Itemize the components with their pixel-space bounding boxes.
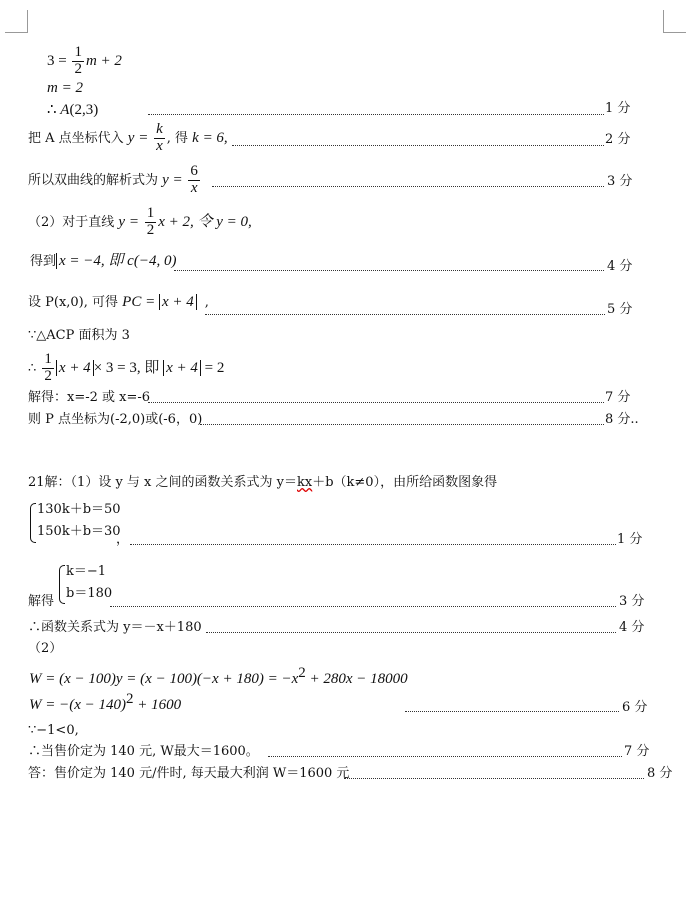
dot-leader <box>174 270 604 271</box>
equation-line-2: m = 2 <box>47 80 83 96</box>
dot-leader <box>344 778 644 779</box>
dot-leader <box>148 114 604 115</box>
part-2-line: （2）对于直线 y = $\frac{1}{2}$ x + 2, 令 y = 0, <box>28 205 252 238</box>
max-profit-statement: ∴当售价定为 140 元, W最大＝1600。 <box>28 744 259 759</box>
system-eq-2: 150k＋b＝30 <box>37 524 121 539</box>
dot-leader <box>405 711 619 712</box>
score-1: 1 分 <box>605 101 631 116</box>
dot-leader <box>212 186 604 187</box>
substitute-line: 把 A 点坐标代入 y = $\frac{k}{x}$ , 得 k = 6, <box>28 121 228 154</box>
score-7: 7 分 <box>605 390 631 405</box>
conclusion-point-a: ∴ A(2,3) <box>47 102 99 118</box>
question-21-intro: 21解：（1）设 y 与 x 之间的函数关系式为 y＝kx＋b（k≠0），由所给函数图象得 <box>28 475 498 490</box>
hyperbola-expression: 所以双曲线的解析式为 y = $\frac{6}{x}$ <box>28 163 198 196</box>
solution-k: k＝−1 <box>66 564 107 579</box>
final-answer: 答：售价定为 140 元/件时, 每天最大利润 W＝1600 元 <box>28 766 350 781</box>
profit-equation-2: $W = -(x - 140)^2 + 1600$ <box>29 691 182 713</box>
solution-b: b＝180 <box>66 586 113 601</box>
solve-result: 解得：x=-2 或 x=-6 <box>28 390 151 405</box>
corner-mark-right <box>663 10 686 33</box>
score-2: 2 分 <box>605 132 631 147</box>
fraction: $\frac{1}{2}$ <box>74 44 82 77</box>
dot-leader <box>232 145 604 146</box>
set-point-p: 设 P(x,0), 可得 PC = x + 4 , <box>28 294 209 310</box>
dot-leader <box>110 606 616 607</box>
brace-system-1 <box>30 503 36 543</box>
corner-mark-left <box>5 10 28 33</box>
score-21-6: 6 分 <box>622 700 648 715</box>
dot-leader <box>130 544 616 545</box>
score-4: 4 分 <box>607 259 633 274</box>
dot-leader <box>205 314 605 315</box>
score-21-3: 3 分 <box>619 594 645 609</box>
score-8: 8 分.. <box>605 412 639 427</box>
profit-equation-1: $W = (x - 100)y = (x - 100)(-x + 180) = -x^2 + 280x - 18000$ <box>29 665 408 687</box>
area-condition: ∵△ACP 面积为 3 <box>28 328 130 343</box>
area-equation: ∴ $\frac{1}{2}$ x + 4 × 3 = 3, 即 x + 4 = 2 <box>28 351 225 384</box>
score-21-7: 7 分 <box>624 744 650 759</box>
comma: ， <box>116 532 130 547</box>
dot-leader <box>206 632 616 633</box>
coefficient-condition: ∵−1<0, <box>28 723 79 738</box>
score-21-8: 8 分 <box>647 766 673 781</box>
solve-label: 解得 <box>28 594 55 609</box>
system-eq-1: 130k＋b＝50 <box>37 502 121 517</box>
dot-leader <box>268 756 622 757</box>
dot-leader <box>200 424 604 425</box>
point-p-answer: 则 P 点坐标为(-2,0)或(-6，0) <box>28 412 203 427</box>
dot-leader <box>148 402 604 403</box>
score-21-4: 4 分 <box>619 620 645 635</box>
get-point-c: 得到 x = −4, 即 c(−4, 0) <box>30 253 177 269</box>
part-2-label: （2） <box>28 641 63 656</box>
function-expression: ∴函数关系式为 y＝－x＋180 <box>28 620 202 635</box>
score-3: 3 分 <box>607 174 633 189</box>
score-21-1: 1 分 <box>617 532 643 547</box>
brace-system-2 <box>59 565 65 604</box>
score-5: 5 分 <box>607 302 633 317</box>
equation-line-1: 3 = $\frac{1}{2}$ m + 2 <box>47 44 122 77</box>
